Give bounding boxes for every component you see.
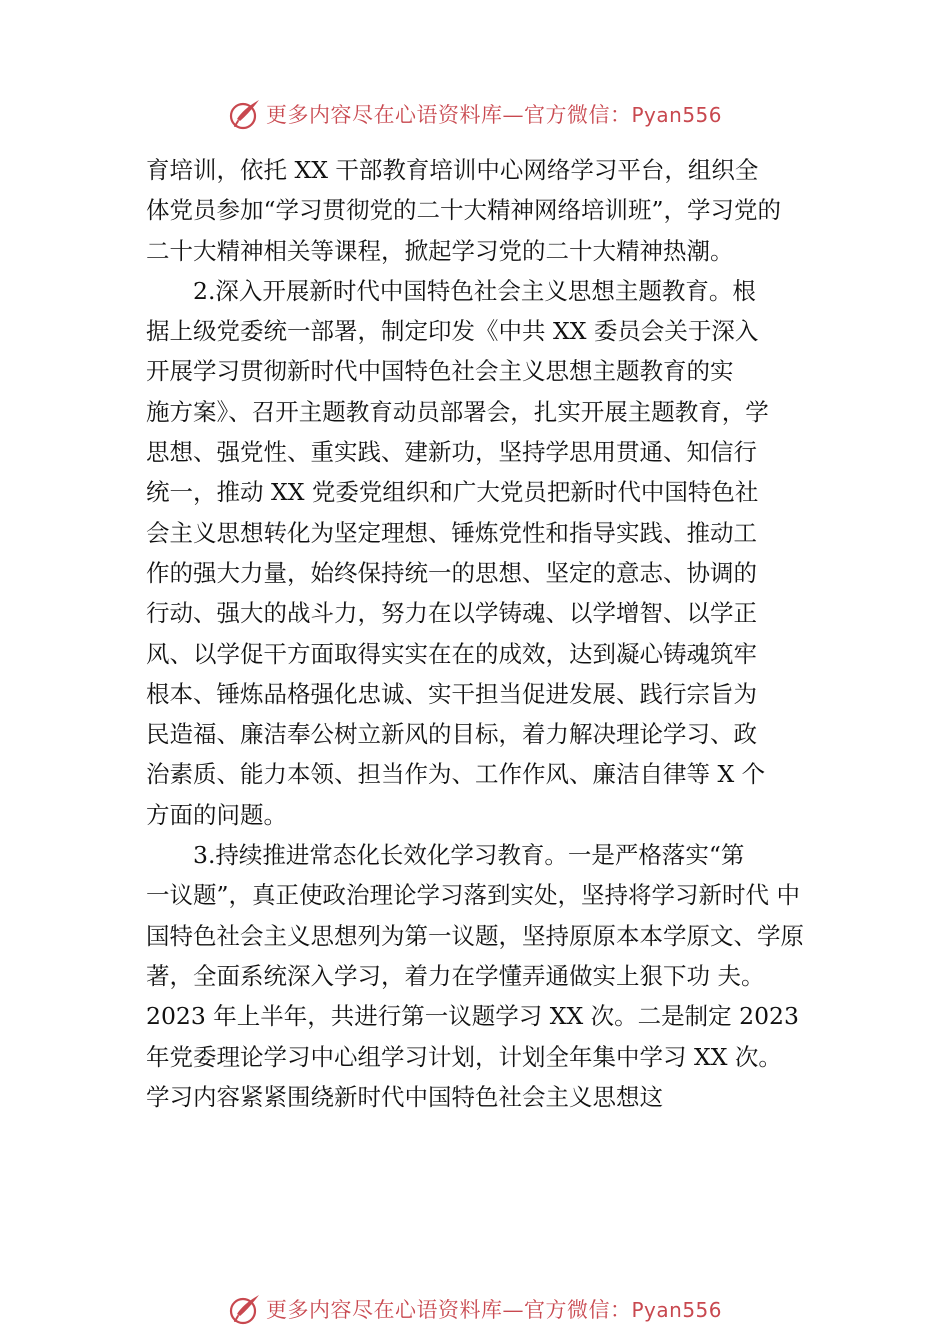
text-line: 体党员参加“学习贯彻党的二十大精神网络培训班”，学习党的: [146, 196, 782, 225]
text-line: 2.深入开展新时代中国特色社会主义思想主题教育。根: [193, 276, 756, 305]
quill-logo-icon: [228, 1292, 262, 1326]
text-line: 作的强大力量，始终保持统一的思想、坚定的意志、协调的: [146, 558, 757, 587]
text-line: 开展学习贯彻新时代中国特色社会主义思想主题教育的实: [146, 357, 734, 386]
text-line: 2023 年上半年，共进行第一议题学习 XX 次。二是制定 2023: [146, 1002, 799, 1031]
text-line: 会主义思想转化为坚定理想、锤炼党性和指导实践、推动工: [146, 518, 757, 547]
text-line: 行动、强大的战斗力，努力在以学铸魂、以学增智、以学正: [146, 599, 757, 628]
watermark-text: 更多内容尽在心语资料库—官方微信：Pyan556: [265, 103, 722, 127]
text-line: 国特色社会主义思想列为第一议题，坚持原原本本学原文、学原: [146, 921, 804, 950]
text-line: 思想、强党性、重实践、建新功，坚持学思用贯通、知信行: [146, 438, 757, 467]
header-watermark: [0, 94, 950, 134]
text-line: 施方案》、召开主题教育动员部署会，扎实开展主题教育，学: [146, 397, 769, 426]
text-line: 年党委理论学习中心组学习计划，计划全年集中学习 XX 次。: [146, 1042, 782, 1071]
footer-watermark: [0, 1289, 950, 1329]
text-line: 据上级党委统一部署，制定印发《中共 XX 委员会关于深入: [146, 317, 759, 346]
text-line: 3.持续推进常态化长效化学习教育。一是严格落实“第: [193, 841, 745, 870]
text-line: 民造福、廉洁奉公树立新风的目标，着力解决理论学习、政: [146, 720, 757, 749]
watermark-text: 更多内容尽在心语资料库—官方微信：Pyan556: [265, 1298, 722, 1322]
text-line: 育培训，依托 XX 干部教育培训中心网络学习平台，组织全: [146, 156, 759, 184]
text-line: 统一，推动 XX 党委党组织和广大党员把新时代中国特色社: [146, 478, 759, 507]
text-line: 方面的问题。: [146, 800, 287, 829]
text-line: 学习内容紧紧围绕新时代中国特色社会主义思想这: [146, 1082, 663, 1111]
document-body: [146, 150, 836, 1117]
text-line: 二十大精神相关等课程，掀起学习党的二十大精神热潮。: [146, 236, 734, 265]
text-line: 风、以学促干方面取得实实在在的成效，达到凝心铸魂筑牢: [146, 639, 757, 668]
text-line: 治素质、能力本领、担当作为、工作作风、廉洁自律等 X 个: [146, 760, 766, 789]
text-line: 著，全面系统深入学习，着力在学懂弄通做实上狠下功 夫。: [146, 961, 765, 990]
quill-logo-icon: [228, 97, 262, 131]
text-line: 一议题”，真正使政治理论学习落到实处，坚持将学习新时代 中: [146, 881, 800, 910]
text-line: 根本、锤炼品格强化忠诚、实干担当促进发展、践行宗旨为: [146, 679, 757, 708]
